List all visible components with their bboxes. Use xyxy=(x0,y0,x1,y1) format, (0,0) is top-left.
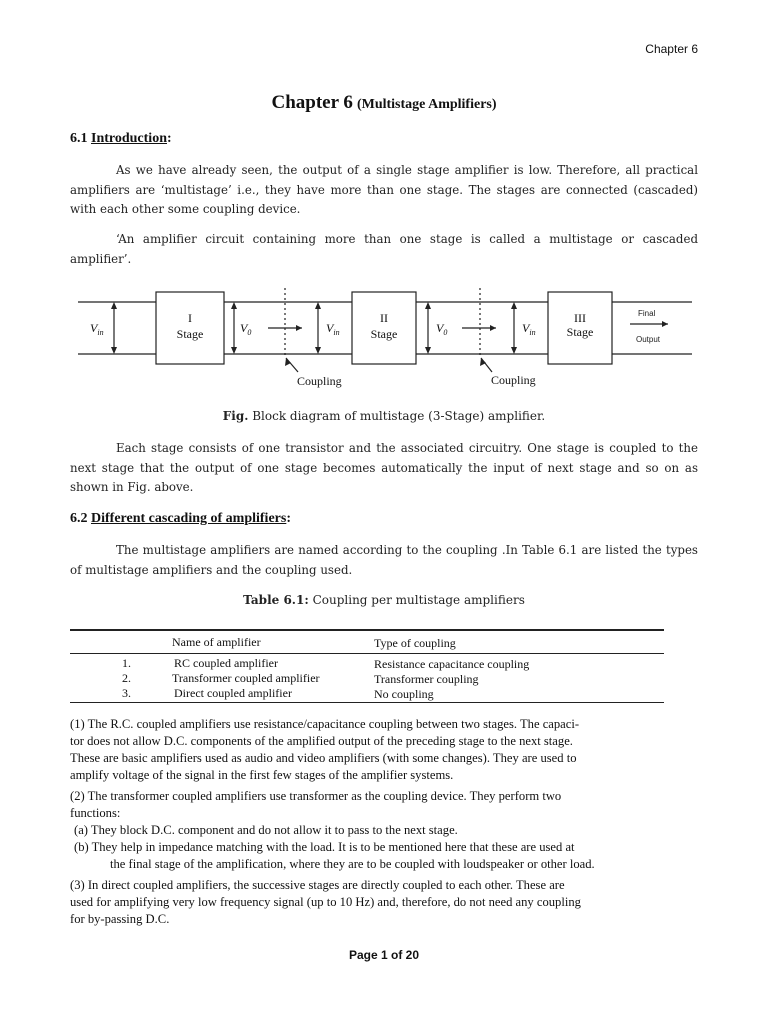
coupling-label-1: Coupling xyxy=(297,374,342,388)
table-row-2-type: Transformer coupling xyxy=(374,672,479,686)
vin-label-1: $V_{in}$ xyxy=(90,321,104,337)
table-row-3-type: No coupling xyxy=(374,687,434,701)
stage-description-paragraph: Each stage consists of one transistor and the associated circuitry. One stage is coupled to the next stage that the output of one stage becomes automatically the input of next stage and so on as shown in Fig. above. xyxy=(70,441,698,494)
vin-label-3: $V_{in}$ xyxy=(522,321,536,337)
scan-line-10: (3) In direct coupled amplifiers, the successive stages are directly coupled to each other. These are xyxy=(70,878,565,892)
section-number: 6.1 xyxy=(70,131,88,146)
chapter-title-sub: (Multistage Amplifiers) xyxy=(356,97,497,112)
vin-label-2: $V_{in}$ xyxy=(326,321,340,337)
intro-paragraph-2: ‘An amplifier circuit containing more than one stage is called a multistage or cascaded amplifier’. xyxy=(70,232,698,266)
output-label: Output xyxy=(636,335,661,344)
table-header-rule xyxy=(70,653,664,654)
page-number: Page 1 of 20 xyxy=(348,948,420,962)
vo-label-1: $V_0$ xyxy=(240,321,252,337)
scan-line-5: (2) The transformer coupled amplifiers use transformer as the coupling device. They perform two xyxy=(70,789,562,803)
section-heading-introduction xyxy=(70,131,172,147)
scan-line-11: used for amplifying very low frequency signal (up to 10 Hz) and, therefore, do not need any coupling xyxy=(70,895,581,909)
cascading-paragraph: The multistage amplifiers are named according to the coupling .In Table 6.1 are listed the types of multistage amplifiers and the coupling used. xyxy=(70,543,698,577)
block-diagram xyxy=(70,280,698,395)
section-colon: : xyxy=(166,131,172,146)
intro-paragraph-1: As we have already seen, the output of a single stage amplifier is low. Therefore, all practical amplifiers are ‘multistage’ i.e., they have more than one stage. The stages are connected (cascaded) with each other some coupling device. xyxy=(70,163,698,216)
section-number: 6.2 xyxy=(70,511,88,526)
scan-line-8: (b) They help in impedance matching with the load. It is to be mentioned here that these are used at xyxy=(74,840,575,854)
stage-3-numeral: III xyxy=(574,311,586,325)
figure-label: Fig. xyxy=(222,409,249,423)
table-caption-text: Coupling per multistage amplifiers xyxy=(312,593,525,607)
table-top-rule xyxy=(70,629,664,631)
scan-line-1: (1) The R.C. coupled amplifiers use resistance/capacitance coupling between two stages. The capaci- xyxy=(70,717,580,731)
table-header-name: Name of amplifier xyxy=(172,635,261,649)
table-bottom-rule xyxy=(70,702,664,703)
final-label: Final xyxy=(638,309,656,318)
table-row-2-name: Transformer coupled amplifier xyxy=(172,671,320,685)
section-title: Introduction xyxy=(91,131,167,146)
table-row-2-no: 2. xyxy=(122,671,131,685)
scan-line-7: (a) They block D.C. component and do not allow it to pass to the next stage. xyxy=(74,823,458,837)
table-label: Table 6.1: xyxy=(243,593,309,607)
table-header-type: Type of coupling xyxy=(374,636,456,650)
stage-3-label: Stage xyxy=(566,325,594,339)
stage-2-numeral: II xyxy=(380,311,388,325)
scan-line-4: amplify voltage of the signal in the first few stages of the amplifier systems. xyxy=(70,768,454,782)
table-row-3-name: Direct coupled amplifier xyxy=(174,686,292,700)
table-row-3-no: 3. xyxy=(122,686,131,700)
scan-line-9: the final stage of the amplification, where they are to be coupled with loudspeaker or other load. xyxy=(110,857,595,871)
scan-line-12: for by-passing D.C. xyxy=(70,912,170,926)
section-title: Different cascading of amplifiers xyxy=(91,511,287,526)
chapter-title xyxy=(0,92,768,114)
figure-caption xyxy=(0,409,768,423)
scan-line-2: tor does not allow D.C. components of the amplified output of the preceding stage to the next stage. xyxy=(70,734,573,748)
scan-line-3: These are basic amplifiers used as audio and video amplifiers (with some changes). They are used to xyxy=(70,751,577,765)
running-header: Chapter 6 xyxy=(645,42,698,56)
table-row-1-name: RC coupled amplifier xyxy=(174,656,278,670)
block-diagram-svg xyxy=(70,280,698,390)
chapter-title-main: Chapter 6 xyxy=(271,92,353,113)
stage-2-label: Stage xyxy=(370,327,398,341)
vo-label-2: $V_0$ xyxy=(436,321,448,337)
scan-line-6: functions: xyxy=(70,806,121,820)
table-caption xyxy=(0,593,768,607)
section-colon: : xyxy=(286,511,291,526)
section-heading-cascading xyxy=(70,511,291,527)
figure-caption-text: Block diagram of multistage (3-Stage) amplifier. xyxy=(252,409,546,423)
stage-1-numeral: I xyxy=(188,311,192,325)
stage-1-label: Stage xyxy=(176,327,204,341)
table-row-1-no: 1. xyxy=(122,656,131,670)
table-row-1-type: Resistance capacitance coupling xyxy=(374,657,530,671)
coupling-label-2: Coupling xyxy=(491,373,536,387)
